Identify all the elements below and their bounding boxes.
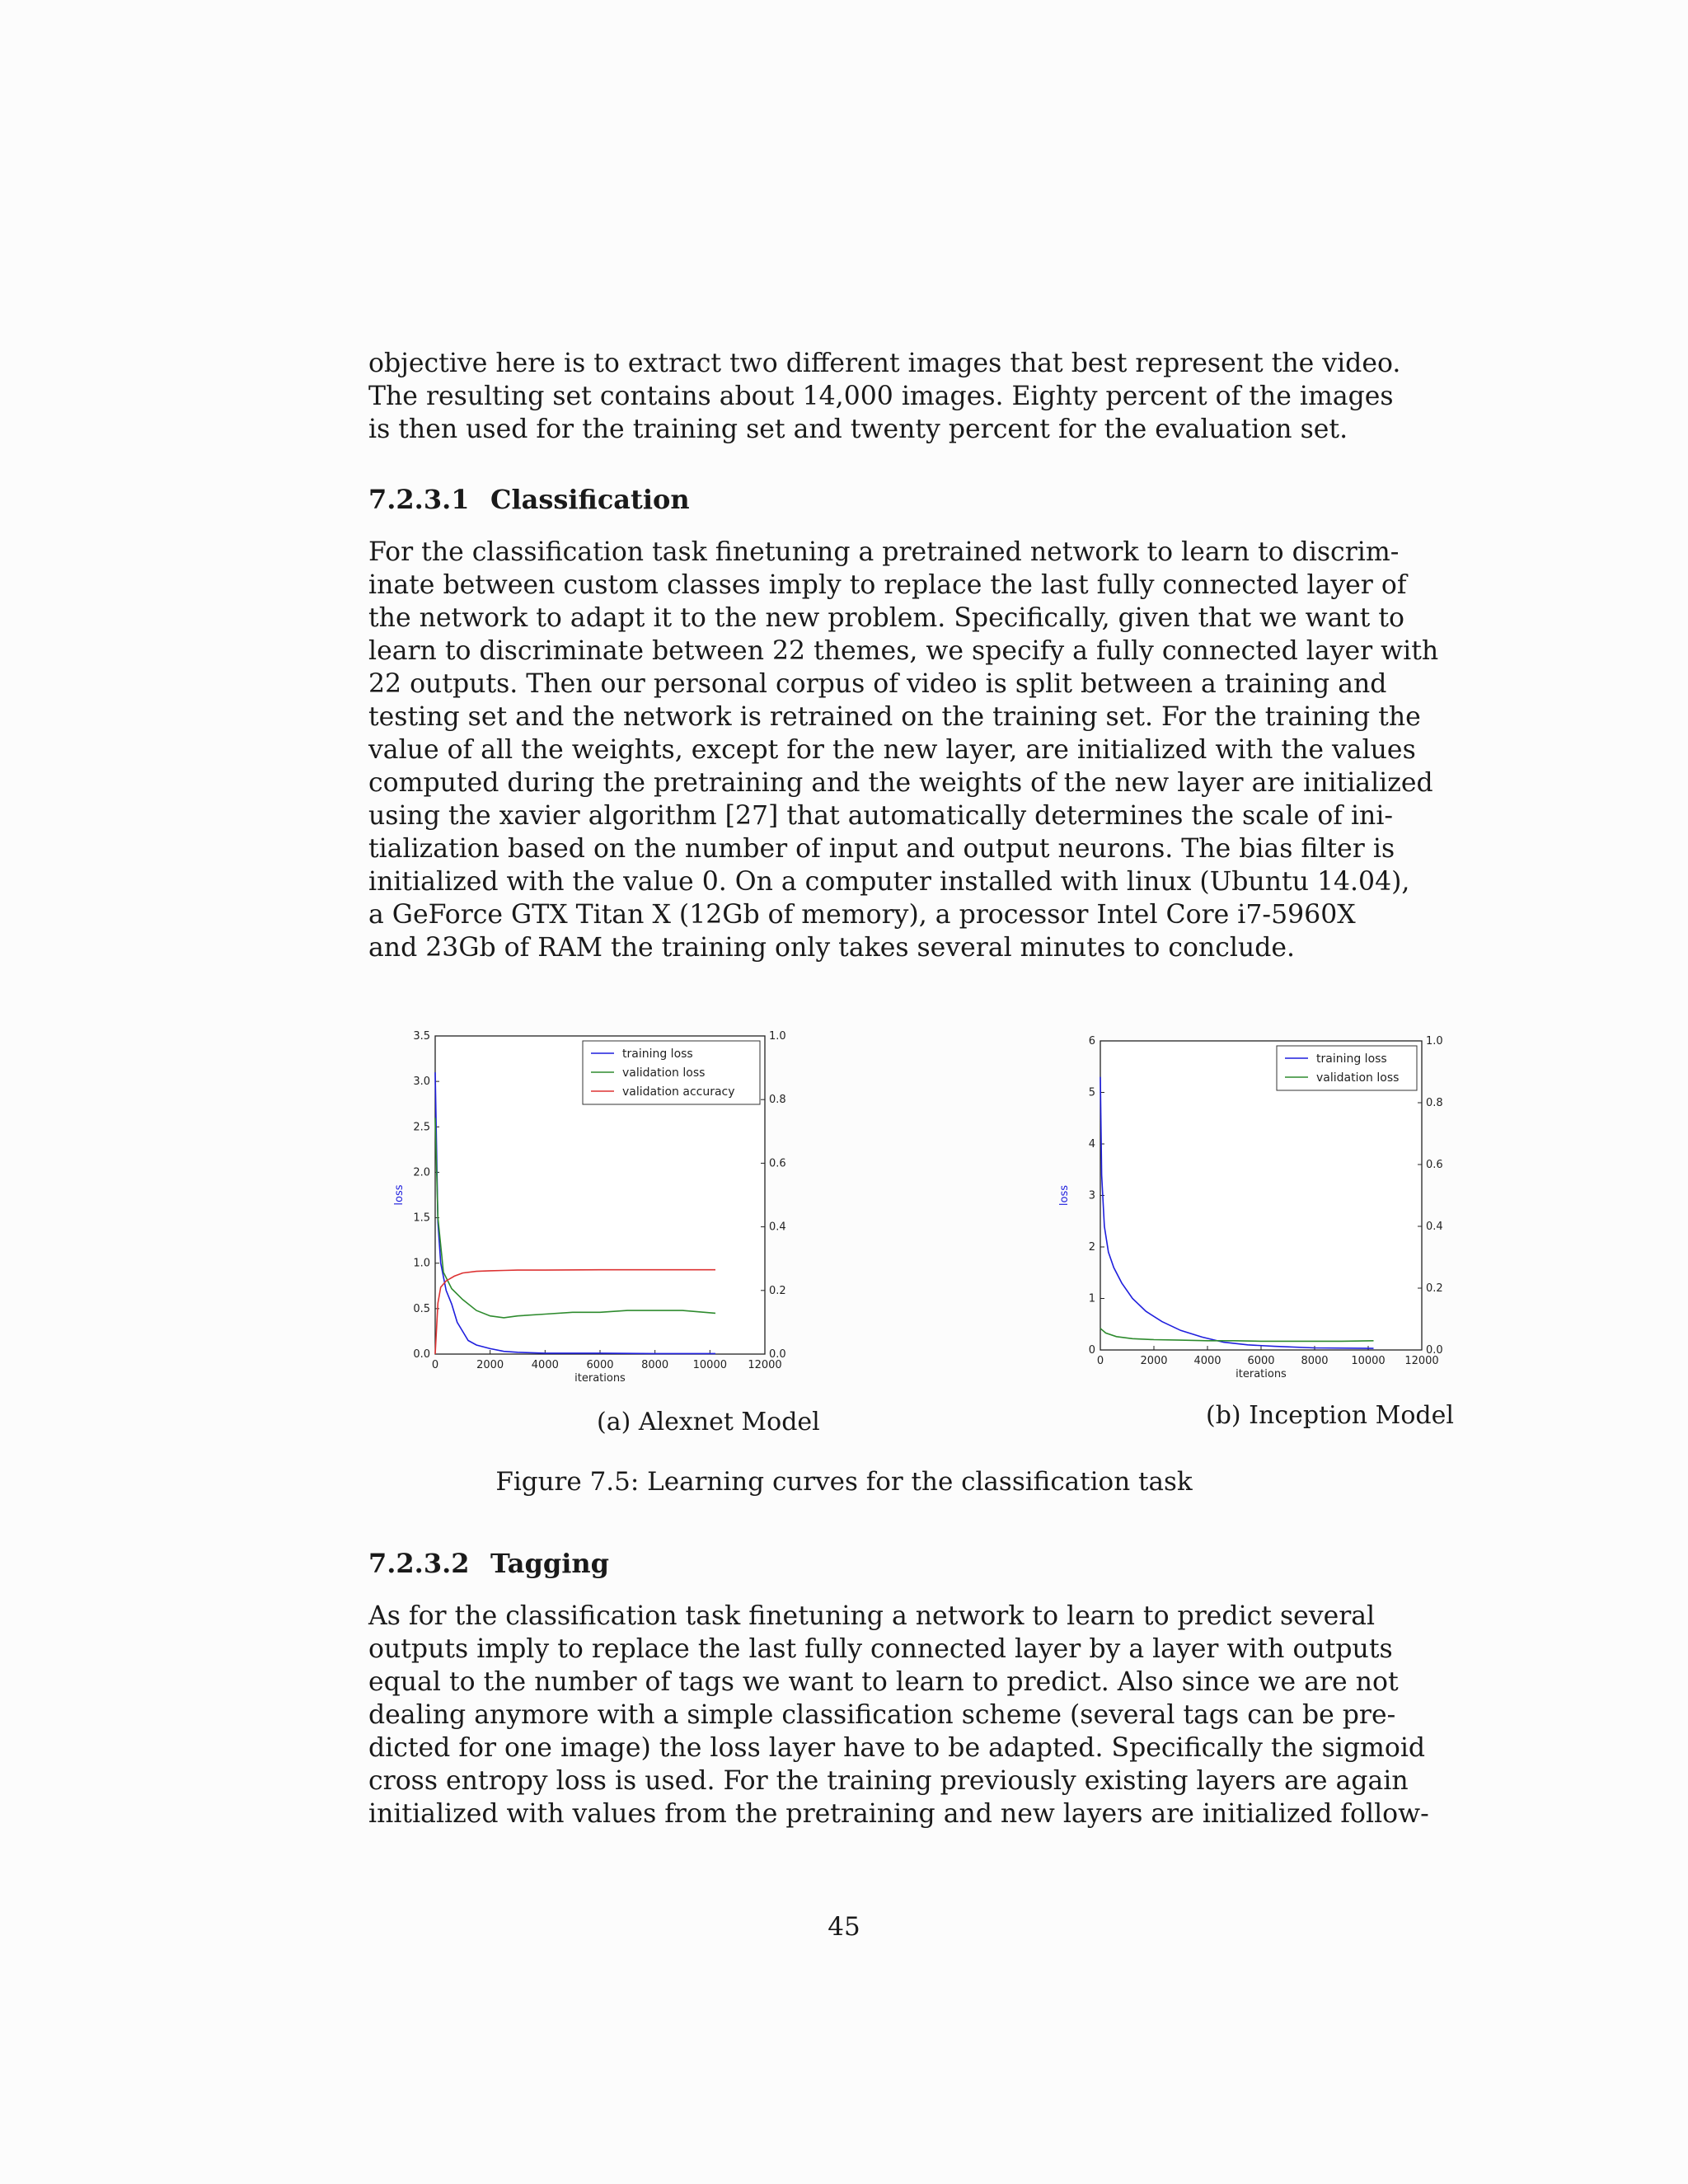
y-tick-label: 3.0 (413, 1076, 430, 1089)
y-tick-label: 0.5 (413, 1302, 430, 1315)
y2-tick-label: 0.8 (769, 1094, 786, 1107)
text-line: testing set and the network is retrained on the training set. For the training the (368, 702, 1421, 732)
x-tick-label: 8000 (641, 1359, 669, 1371)
text-line: using the xavier algorithm [27] that automatically determines the scale of ini- (368, 801, 1394, 831)
y2-tick-label: 0.4 (769, 1221, 786, 1234)
x-tick-label: 8000 (1301, 1355, 1329, 1367)
text-line: the network to adapt it to the new problem. Specifically, given that we want to (368, 603, 1404, 633)
subcaption-a: (a) Alexnet Model (597, 1408, 820, 1436)
text-line: tialization based on the number of input and output neurons. The bias filter is (368, 834, 1395, 864)
y-tick-label: 1.0 (413, 1257, 430, 1270)
y-tick-label: 3.5 (413, 1030, 430, 1043)
x-tick-label: 10000 (692, 1359, 728, 1371)
x-tick-label: 2000 (1140, 1355, 1168, 1367)
y-tick-label: 1 (1088, 1292, 1095, 1305)
classification-paragraph (368, 536, 1439, 964)
y-tick-label: 2.0 (413, 1166, 430, 1179)
x-tick-label: 4000 (1193, 1355, 1221, 1367)
text-line: equal to the number of tags we want to learn to predict. Also since we are not (368, 1667, 1399, 1697)
y-tick-label: 0 (1088, 1344, 1095, 1357)
inception-learning-curve-chart (1051, 1030, 1455, 1385)
legend-label: validation loss (622, 1066, 706, 1080)
y2-tick-label: 0.8 (1426, 1097, 1443, 1109)
section-number: 7.2.3.1 (368, 484, 470, 515)
text-line: outputs imply to replace the last fully connected layer by a layer with outputs (368, 1634, 1393, 1664)
text-line: is then used for the training set and twenty percent for the evaluation set. (368, 415, 1348, 444)
legend-label: training loss (622, 1047, 693, 1061)
y-tick-label: 2.5 (413, 1121, 430, 1134)
intro-paragraph (368, 347, 1401, 446)
text-line: The resulting set contains about 14,000 images. Eighty percent of the images (368, 382, 1394, 411)
x-tick-label: 12000 (1404, 1355, 1439, 1367)
legend-label: validation loss (1316, 1071, 1400, 1085)
alexnet-learning-curve-chart (387, 1022, 816, 1393)
y-axis-label: loss (393, 1184, 406, 1206)
section-heading-tagging (368, 1548, 609, 1579)
x-tick-label: 6000 (1247, 1355, 1275, 1367)
text-line: dealing anymore with a simple classification scheme (several tags can be pre- (368, 1700, 1396, 1730)
x-axis-label: iterations (574, 1372, 626, 1385)
text-line: computed during the pretraining and the weights of the new layer are initialized (368, 768, 1433, 798)
subcaption-b: (b) Inception Model (1206, 1401, 1454, 1430)
y2-tick-label: 0.0 (769, 1348, 786, 1361)
text-line: initialized with values from the pretraining and new layers are initialized follow- (368, 1799, 1429, 1829)
y2-tick-label: 0.2 (1426, 1282, 1443, 1295)
y2-tick-label: 0.2 (769, 1284, 786, 1297)
section-number: 7.2.3.2 (368, 1548, 470, 1579)
text-line: dicted for one image) the loss layer have to be adapted. Specifically the sigmoid (368, 1733, 1426, 1763)
y2-tick-label: 0.0 (1426, 1344, 1443, 1357)
figure-caption: Figure 7.5: Learning curves for the classification task (495, 1467, 1193, 1497)
section-heading-classification (368, 484, 690, 515)
legend-label: training loss (1316, 1052, 1387, 1066)
x-tick-label: 0 (431, 1359, 439, 1371)
x-tick-label: 12000 (748, 1359, 782, 1371)
text-line: value of all the weights, except for the new layer, are initialized with the values (368, 735, 1416, 765)
y-tick-label: 1.5 (413, 1212, 430, 1225)
text-line: For the classification task finetuning a pretrained network to learn to discrim- (368, 537, 1400, 567)
page-number: 45 (828, 1912, 860, 1942)
y-axis-label: loss (1058, 1184, 1071, 1207)
y-tick-label: 2 (1088, 1241, 1095, 1254)
text-line: 22 outputs. Then our personal corpus of video is split between a training and (368, 669, 1387, 699)
x-tick-label: 6000 (586, 1359, 614, 1371)
y-tick-label: 3 (1088, 1189, 1095, 1202)
x-tick-label: 4000 (531, 1359, 559, 1371)
text-line: initialized with the value 0. On a computer installed with linux (Ubuntu 14.04), (368, 867, 1410, 897)
y-tick-label: 6 (1088, 1035, 1095, 1047)
text-line: objective here is to extract two different images that best represent the video. (368, 349, 1401, 378)
text-line: inate between custom classes imply to replace the last fully connected layer of (368, 570, 1407, 600)
text-line: a GeForce GTX Titan X (12Gb of memory), a processor Intel Core i7-5960X (368, 900, 1356, 930)
section-title: Tagging (490, 1548, 610, 1579)
y2-tick-label: 0.6 (1426, 1159, 1443, 1171)
y2-tick-label: 0.6 (769, 1157, 786, 1170)
y2-tick-label: 0.4 (1426, 1221, 1443, 1233)
text-line: As for the classification task finetuning a network to learn to predict several (368, 1601, 1376, 1631)
x-tick-label: 0 (1096, 1355, 1104, 1367)
y2-tick-label: 1.0 (1426, 1035, 1443, 1047)
tagging-paragraph (368, 1600, 1429, 1830)
x-tick-label: 2000 (476, 1359, 504, 1371)
legend-label: validation accuracy (622, 1085, 735, 1099)
x-axis-label: iterations (1236, 1368, 1287, 1380)
x-tick-label: 10000 (1351, 1355, 1386, 1367)
y2-tick-label: 1.0 (769, 1030, 786, 1043)
text-line: cross entropy loss is used. For the training previously existing layers are again (368, 1766, 1409, 1796)
y-tick-label: 5 (1088, 1086, 1095, 1099)
section-title: Classification (490, 484, 690, 515)
y-tick-label: 0.0 (413, 1348, 430, 1361)
y-tick-label: 4 (1088, 1138, 1095, 1151)
text-line: learn to discriminate between 22 themes, we specify a fully connected layer with (368, 636, 1439, 666)
text-line: and 23Gb of RAM the training only takes several minutes to conclude. (368, 933, 1296, 963)
